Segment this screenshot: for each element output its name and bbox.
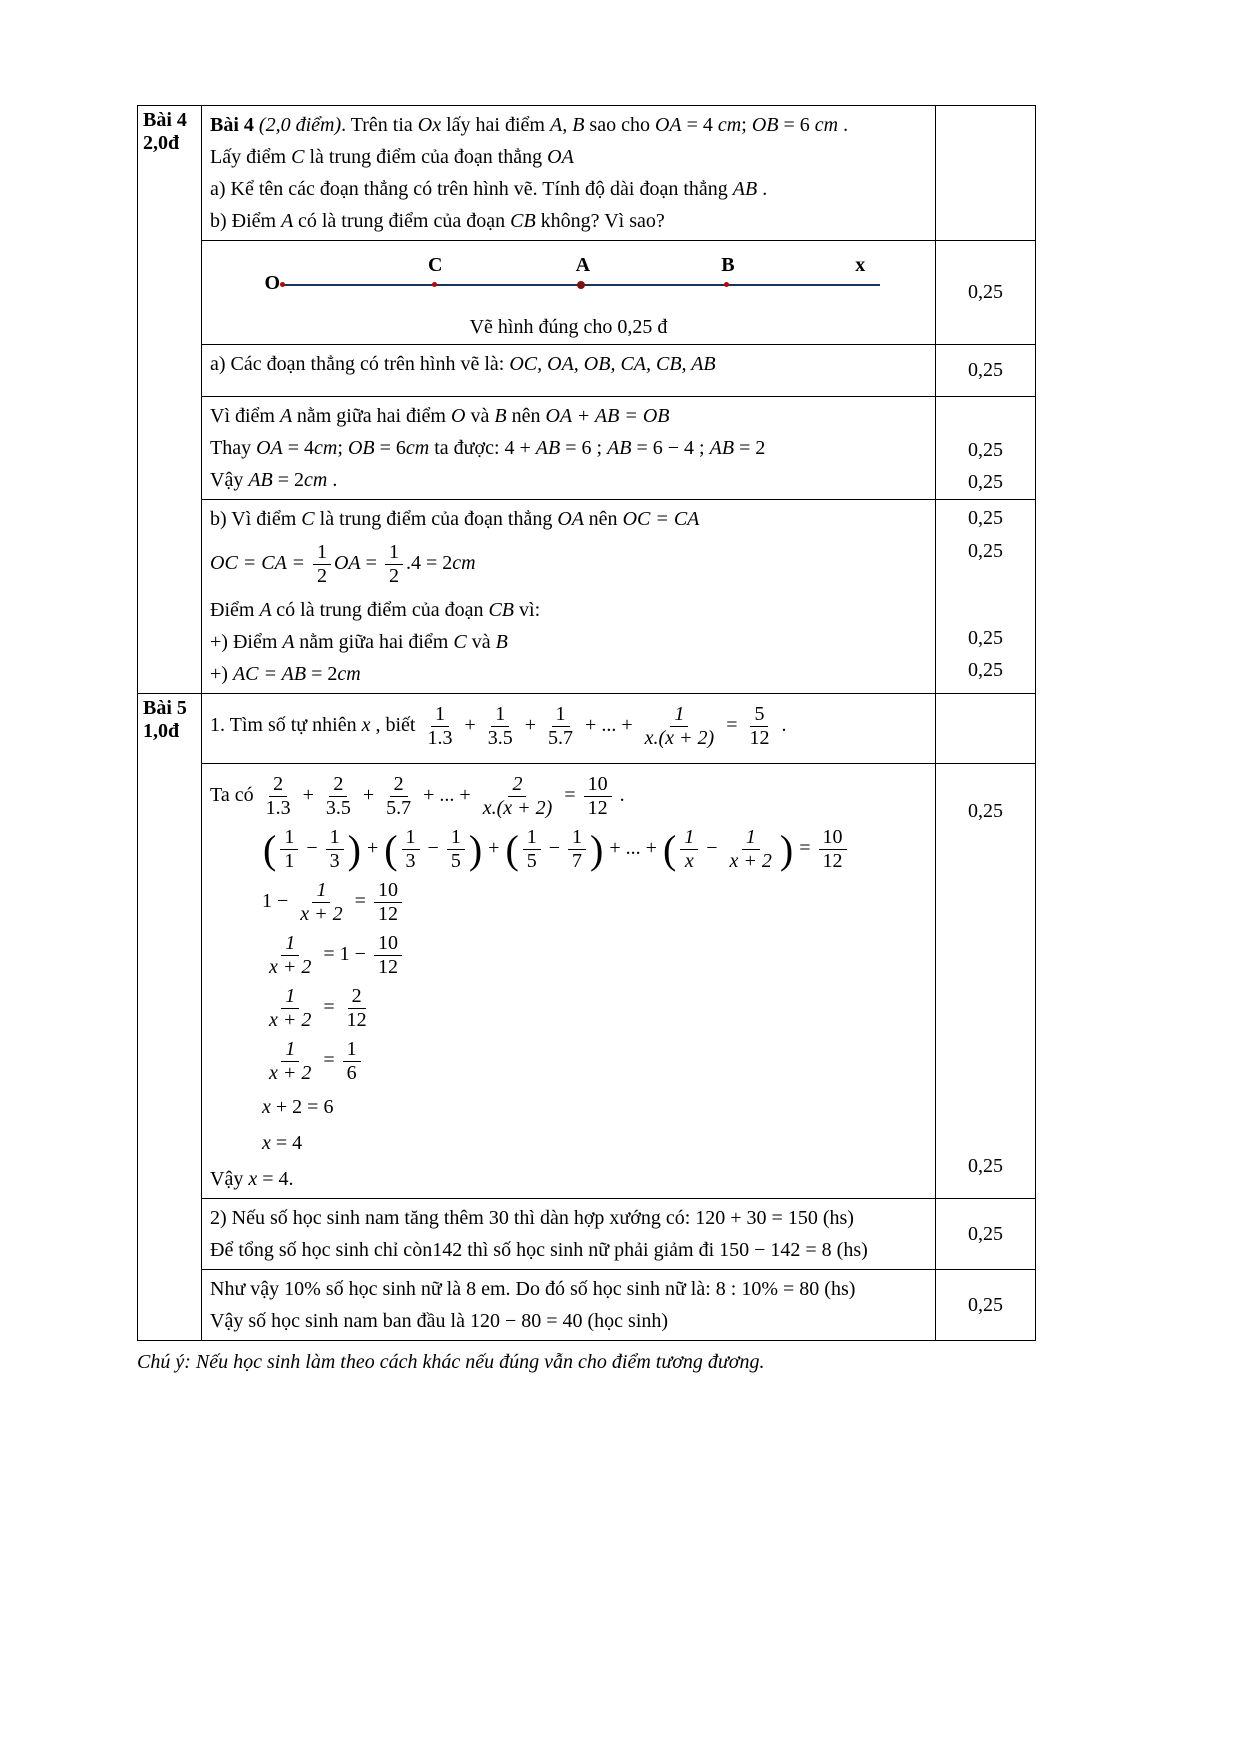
text-run: cm: [717, 114, 742, 136]
text-run: OA: [333, 552, 361, 575]
points-value: 0,25: [968, 471, 1003, 493]
bai4-figure-cell: [202, 241, 936, 345]
text-run: +: [357, 784, 380, 807]
text-run: .: [757, 178, 768, 200]
text-run: Vậy: [210, 1168, 249, 1190]
text-run: b) Vì điểm: [210, 508, 302, 530]
bai4-part-a-cell: [202, 345, 936, 397]
point-label-A: A: [575, 254, 591, 276]
text-run: = 2: [306, 663, 338, 685]
text-run: Ox: [417, 114, 447, 136]
text-run: có là trung điểm của đoạn: [297, 210, 511, 232]
text-run: cm: [314, 437, 338, 459]
text-run: −: [422, 837, 444, 860]
text-run: Điểm: [210, 599, 260, 621]
fraction: $\frac{1}{x + 2}$: [300, 879, 343, 925]
solution-line-8: [210, 1127, 927, 1159]
points-value: 0,25: [968, 1155, 1003, 1177]
fraction: $\frac{1}{5}$: [447, 826, 465, 873]
points-value: 0,25: [968, 800, 1003, 822]
text-run: +: [483, 837, 505, 860]
points-value: 0,25: [968, 439, 1003, 461]
bai4-statement-line-3: [210, 173, 927, 205]
text-run: = 6 − 4 ;: [631, 437, 710, 459]
points-value: 0,25: [968, 1293, 1003, 1316]
text-run: AC = AB: [232, 663, 307, 685]
bai5-part3-row: [138, 1270, 1036, 1341]
answer-key-table: [137, 105, 1036, 1341]
text-run: C: [291, 146, 310, 168]
text-run: ;: [741, 114, 752, 136]
text-run: .4 = 2: [405, 552, 453, 575]
fraction: $\frac{1}{x + 2}$: [269, 985, 312, 1031]
fraction: $\frac{1}{3.5}$: [487, 703, 513, 749]
points-value: 0,25: [968, 359, 1003, 381]
bai5-score: 1,0đ: [143, 720, 180, 742]
fraction: $\frac{1}{3}$: [326, 826, 344, 873]
bai4-statement-row: [138, 106, 1036, 241]
text-run: Thay: [210, 437, 257, 459]
text-run: Bài 4: [210, 114, 259, 136]
text-run: B: [494, 405, 512, 427]
text-run: .: [327, 469, 338, 491]
part-b-points-cell: [936, 500, 1036, 694]
part3-points-cell: [936, 1270, 1036, 1341]
text-run: x: [262, 1132, 271, 1154]
text-run: =: [794, 837, 816, 860]
part-a-points-cell: [936, 345, 1036, 397]
solution-line-7: [210, 1091, 927, 1123]
fraction: $\frac{10}{12}$: [584, 773, 612, 820]
bai4-figure-row: [138, 241, 1036, 345]
text-run: = 4: [270, 1132, 303, 1154]
text-run: .: [776, 714, 787, 737]
text-run: x: [248, 1168, 258, 1190]
part2-line-1: 2) Nếu số học sinh nam tăng thêm 30 thì dàn hợp xướng có: 120 + 30 = 150 (hs): [210, 1207, 854, 1229]
bai5-part2-row: [138, 1199, 1036, 1270]
paren: (: [263, 826, 277, 872]
text-run: A: [259, 599, 277, 621]
bai4-statement-line-4: [210, 205, 927, 237]
text-run: ;: [337, 437, 348, 459]
text-run: OA + AB = OB: [545, 405, 670, 427]
footnote: Chú ý: Nếu học sinh làm theo cách khác nếu đúng vẫn cho điểm tương đương.: [137, 1351, 765, 1373]
text-run: C: [301, 508, 320, 530]
bai4-part-b-row: [138, 500, 1036, 694]
point-label-B: B: [721, 254, 735, 276]
fraction: $\frac{1}{3}$: [402, 826, 420, 873]
bai4-reasoning-cell: [202, 397, 936, 500]
text-run: A: [281, 210, 298, 232]
text-run: = 1 −: [318, 943, 371, 966]
bai5-statement-points-cell: [936, 694, 1036, 764]
text-run: = 4: [282, 437, 315, 459]
text-run: = 2: [272, 469, 305, 491]
bai5-solution-cell: [202, 764, 936, 1199]
bai4-label: Bài 4: [143, 109, 187, 131]
points-value: 0,25: [968, 659, 1003, 681]
text-run: nằm giữa hai điểm: [296, 405, 451, 427]
text-run: vì:: [519, 599, 541, 621]
part-b-line-5: [210, 658, 927, 690]
text-run: = 2: [734, 437, 766, 459]
figure-points-cell: [936, 241, 1036, 345]
text-run: B: [495, 631, 508, 653]
text-run: =: [360, 552, 382, 575]
points-value: 0,25: [968, 540, 1003, 562]
paren: (: [384, 826, 398, 872]
fraction: $\frac{1}{x + 2}$: [269, 932, 312, 978]
bai4-part-b-cell: [202, 500, 936, 694]
text-run: OA: [256, 437, 283, 459]
text-run: = 4: [681, 114, 718, 136]
fraction: $\frac{1}{x + 2}$: [729, 826, 772, 872]
ray-figure: [210, 246, 927, 312]
solution-line-9: [210, 1163, 927, 1195]
fraction: $\frac{1}{1.3}$: [427, 703, 453, 749]
part3-line-2: Vậy số học sinh nam ban đầu là 120 − 80 = 40 (học sinh): [210, 1310, 669, 1332]
text-run: là trung điểm của đoạn thẳng: [309, 146, 548, 168]
paren: (: [505, 826, 519, 872]
text-run: +): [210, 663, 233, 685]
part-b-line-1: [210, 503, 927, 535]
text-run: và: [471, 631, 496, 653]
bai4-part-a-row: [138, 345, 1036, 397]
bai4-reasoning-row: [138, 397, 1036, 500]
part2-points-cell: [936, 1199, 1036, 1270]
text-run: là trung điểm của đoạn thẳng: [319, 508, 558, 530]
fraction: $\frac{1}{x + 2}$: [269, 1038, 312, 1084]
text-run: +: [361, 837, 384, 860]
text-run: OC, OA, OB, CA, CB, AB: [509, 353, 716, 375]
text-run: Vì điểm: [210, 405, 280, 427]
reasoning-points-cell: [936, 397, 1036, 500]
text-run: A, B: [549, 114, 590, 136]
text-run: −: [543, 837, 566, 860]
text-run: −: [701, 837, 723, 860]
part-b-line-4: [210, 626, 927, 658]
text-run: +: [297, 784, 319, 807]
text-run: OA: [557, 508, 589, 530]
fraction: $\frac{1}{5.7}$: [548, 703, 574, 749]
text-run: cm: [405, 437, 435, 459]
bai5-solution-points-cell: [936, 764, 1036, 1199]
text-run: OA: [547, 146, 574, 168]
text-run: .: [838, 114, 849, 136]
text-run: x: [361, 714, 371, 737]
text-run: nằm giữa hai điểm: [299, 631, 454, 653]
exam-answer-page: [137, 105, 1037, 1374]
text-run: + ... +: [418, 784, 476, 807]
paren: ): [468, 826, 483, 872]
text-run: và: [470, 405, 495, 427]
text-run: CB: [510, 210, 541, 232]
text-run: + 2 = 6: [270, 1096, 334, 1118]
fraction: $\frac{2}{5.7}$: [386, 773, 412, 819]
text-run: AB: [607, 437, 632, 459]
bai5-statement-line: [210, 703, 927, 750]
text-run: +: [519, 714, 542, 737]
paren: ): [779, 826, 794, 872]
text-run: OC = CA =: [210, 552, 310, 575]
text-run: −: [301, 837, 323, 860]
bai5-label: Bài 5: [143, 697, 187, 719]
text-run: Vậy: [210, 469, 249, 491]
paren: (: [662, 826, 677, 872]
text-run: có là trung điểm của đoạn: [276, 599, 489, 621]
part-b-equation: [210, 541, 927, 588]
point-label-C: C: [427, 254, 443, 276]
fraction: $\frac{2}{1.3}$: [265, 773, 291, 819]
text-run: ta được: 4 +: [434, 437, 536, 459]
text-run: = 6 ;: [560, 437, 608, 459]
text-run: = 4.: [257, 1168, 294, 1190]
text-run: AB: [248, 469, 273, 491]
text-run: AB: [709, 437, 735, 459]
bai5-label-cell: [138, 694, 202, 1341]
points-value: 0,25: [968, 507, 1003, 529]
text-run: =: [318, 1049, 340, 1072]
part-b-line-3: [210, 594, 927, 626]
text-run: cm: [814, 114, 839, 136]
bai5-part3-cell: [202, 1270, 936, 1341]
point-dot-C: [432, 282, 437, 287]
point-label-O: O: [264, 272, 281, 294]
fraction: $\frac{1}{7}$: [568, 826, 586, 873]
text-run: .: [614, 784, 625, 807]
text-run: 1. Tìm số tự nhiên: [210, 714, 362, 737]
point-dot-A: [577, 281, 585, 289]
text-run: (2,0 điểm): [258, 114, 342, 136]
solution-line-4: [210, 932, 927, 979]
text-run: , biết: [370, 714, 421, 737]
text-run: A: [280, 405, 297, 427]
text-run: AB: [535, 437, 561, 459]
points-value: 0,25: [968, 281, 1003, 303]
bai5-solution-row: [138, 764, 1036, 1199]
solution-line-3: [210, 879, 927, 926]
paren: ): [590, 826, 604, 872]
text-run: cm: [337, 663, 361, 685]
part3-line-1: Như vậy 10% số học sinh nữ là 8 em. Do đó số học sinh nữ là: 8 : 10% = 80 (hs): [210, 1278, 856, 1300]
text-run: Lấy điểm: [210, 146, 292, 168]
point-dot-O: [280, 282, 285, 287]
fraction: $\frac{1}{1}$: [280, 826, 298, 873]
text-run: + ... +: [580, 714, 638, 737]
text-run: A: [282, 631, 300, 653]
fraction: $\frac{1}{2}$: [313, 541, 331, 588]
fraction: $\frac{1}{x}$: [680, 826, 698, 873]
solution-line-1: [210, 773, 927, 820]
fraction: $\frac{2}{3.5}$: [325, 773, 351, 819]
text-run: C: [453, 631, 472, 653]
bai5-statement-cell: [202, 694, 936, 764]
fraction: $\frac{1}{x.(x + 2)}$: [644, 703, 715, 749]
text-run: =: [349, 890, 371, 913]
points-value: 0,25: [968, 1222, 1003, 1245]
text-run: nên: [588, 508, 623, 530]
text-run: OB: [751, 114, 779, 136]
text-run: cm: [452, 552, 476, 575]
ray-label-x: x: [855, 254, 866, 276]
bai4-label-cell: [138, 106, 202, 694]
bai4-statement-line-1: [210, 109, 927, 141]
text-run: không? Vì sao?: [540, 210, 665, 232]
text-run: lấy hai điểm: [446, 114, 550, 136]
text-run: OA: [654, 114, 682, 136]
fraction: $\frac{5}{12}$: [749, 703, 770, 749]
text-run: a) Kể tên các đoạn thẳng có trên hình vẽ. Tính độ dài đoạn thẳng: [210, 178, 733, 200]
text-run: b) Điểm: [210, 210, 282, 232]
text-run: nên: [511, 405, 546, 427]
fraction: $\frac{1}{5}$: [523, 826, 541, 873]
text-run: . Trên tia: [341, 114, 418, 136]
text-run: =: [318, 996, 340, 1019]
points-value: 0,25: [968, 627, 1003, 649]
text-run: Ta có: [210, 784, 259, 807]
text-run: a) Các đoạn thẳng có trên hình vẽ là:: [210, 353, 510, 375]
text-run: O: [451, 405, 471, 427]
text-run: 1 −: [262, 890, 294, 913]
solution-line-2: [210, 826, 927, 873]
text-run: +) Điểm: [210, 631, 283, 653]
bai5-statement-row: [138, 694, 1036, 764]
figure-caption: Vẽ hình đúng cho 0,25 đ: [469, 316, 668, 338]
fraction: $\frac{10}{12}$: [819, 826, 847, 873]
fraction: $\frac{1}{2}$: [385, 541, 403, 588]
text-run: = 6: [778, 114, 815, 136]
fraction: $\frac{2}{x.(x + 2)}$: [482, 773, 553, 819]
reasoning-line-2: [210, 432, 927, 464]
text-run: + ... +: [604, 837, 662, 860]
text-run: CB: [488, 599, 520, 621]
paren: ): [347, 826, 361, 872]
bai4-statement-line-2: [210, 141, 927, 173]
bai4-score: 2,0đ: [143, 132, 180, 154]
fraction: $\frac{1}{6}$: [343, 1038, 361, 1085]
text-run: = 6: [374, 437, 406, 459]
bai4-part-a-text: [210, 348, 927, 380]
text-run: =: [559, 784, 581, 807]
text-run: +: [459, 714, 481, 737]
reasoning-line-1: [210, 400, 927, 432]
part2-line-2: Để tổng số học sinh chỉ còn142 thì số học sinh nữ phải giảm đi 150 − 142 = 8 (hs): [210, 1239, 868, 1261]
text-run: sao cho: [589, 114, 655, 136]
solution-line-6: [210, 1038, 927, 1085]
text-run: =: [721, 714, 743, 737]
fraction: $\frac{10}{12}$: [374, 932, 402, 979]
fraction: $\frac{10}{12}$: [374, 879, 402, 926]
fraction: $\frac{2}{12}$: [346, 985, 367, 1031]
bai4-statement-points-cell: [936, 106, 1036, 241]
solution-line-5: [210, 985, 927, 1032]
bai5-part2-cell: [202, 1199, 936, 1270]
text-run: x: [262, 1096, 271, 1118]
text-run: AB: [732, 178, 758, 200]
text-run: OC = CA: [622, 508, 700, 530]
reasoning-line-3: [210, 464, 927, 496]
point-dot-B: [724, 282, 729, 287]
text-run: cm: [304, 469, 328, 491]
bai4-statement-cell: [202, 106, 936, 241]
text-run: OB: [347, 437, 375, 459]
